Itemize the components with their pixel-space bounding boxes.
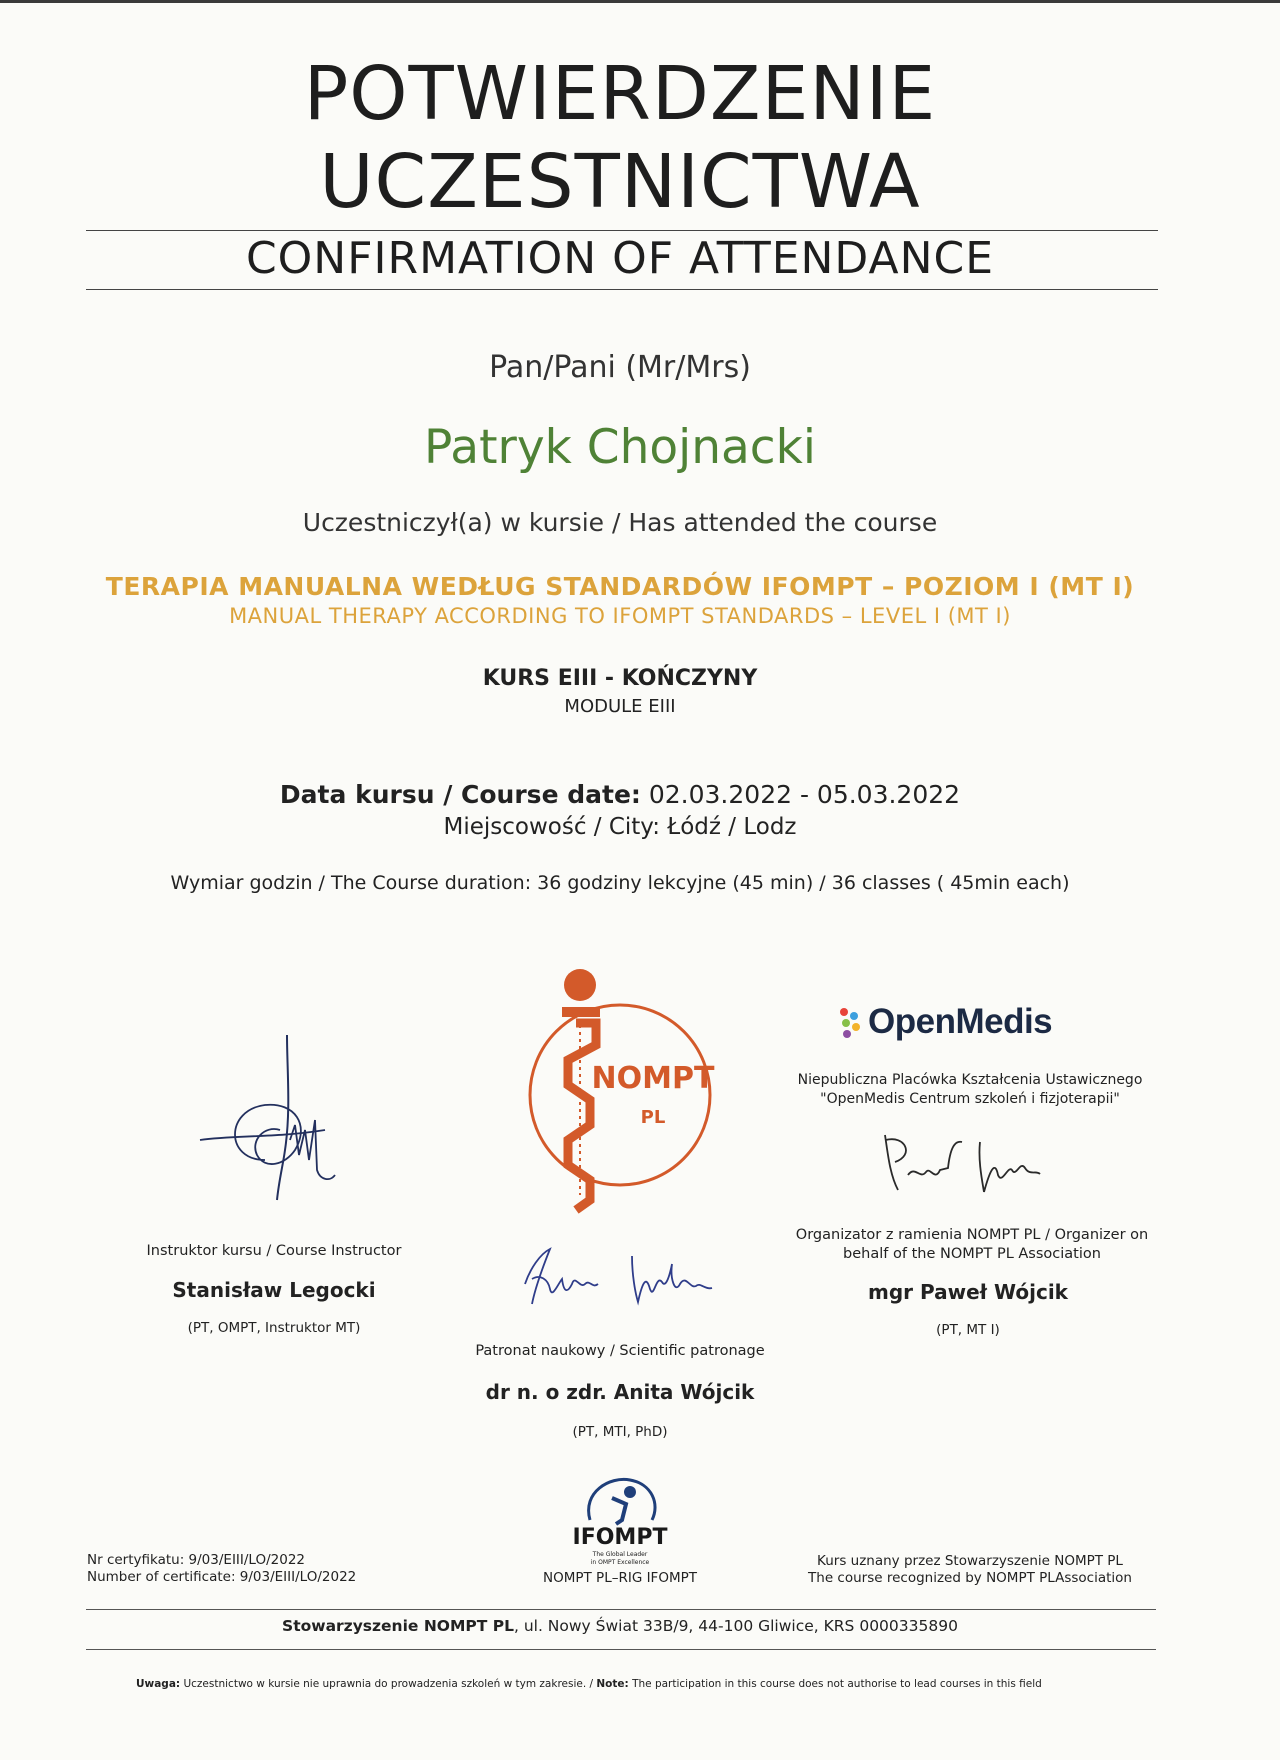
- divider-top: [86, 230, 1158, 231]
- course-city: Miejscowość / City: Łódź / Lodz: [443, 814, 797, 840]
- instructor-signature: [195, 1030, 355, 1210]
- top-border: [0, 0, 1280, 3]
- footer-note: [136, 1678, 1042, 1690]
- patronage-role: Patronat naukowy / Scientific patronage: [475, 1343, 765, 1359]
- organizer-signature: [880, 1130, 1060, 1200]
- ifompt-tagline-2: in OMPT Excellence: [590, 1559, 650, 1566]
- footer-address-rest: , ul. Nowy Świat 33B/9, 44-100 Gliwice, KRS 0000335890: [513, 1617, 958, 1635]
- openmedis-desc-line2: "OpenMedis Centrum szkoleń i fizjoterapii": [820, 1091, 1120, 1107]
- footer-address: [0, 1617, 1240, 1635]
- instructor-credentials: (PT, OMPT, Instruktor MT): [187, 1320, 361, 1336]
- footer-divider-bottom: [86, 1649, 1156, 1650]
- note-label-en: Note:: [596, 1678, 629, 1690]
- openmedis-logo: [868, 1002, 1052, 1042]
- divider-bottom: [86, 289, 1158, 290]
- organizer-credentials: (PT, MT I): [936, 1322, 1000, 1338]
- title-line-1: POTWIERDZENIE: [303, 51, 937, 137]
- patronage-credentials: (PT, MTI, PhD): [572, 1424, 668, 1440]
- nompt-logo-sub: PL: [640, 1107, 666, 1128]
- openmedis-description: [770, 1071, 1170, 1109]
- note-label: Uwaga:: [136, 1678, 181, 1690]
- organizer-role: [772, 1226, 1172, 1264]
- ifompt-logo-text: IFOMPT: [572, 1525, 668, 1550]
- instructor-role: Instruktor kursu / Course Instructor: [146, 1243, 402, 1259]
- patronage-name: dr n. o zdr. Anita Wójcik: [485, 1380, 755, 1404]
- note-text-en: The participation in this course does not authorise to lead courses in this field: [628, 1678, 1042, 1690]
- footer-address-org: Stowarzyszenie NOMPT PL: [282, 1617, 514, 1635]
- openmedis-desc-line1: Niepubliczna Placówka Kształcenia Ustawicznego: [797, 1072, 1143, 1088]
- recognition-line2: The course recognized by NOMPT PLAssociation: [808, 1570, 1132, 1586]
- organizer-role-line1: Organizator z ramienia NOMPT PL / Organizer on: [795, 1227, 1149, 1243]
- recognition-line1: Kurs uznany przez Stowarzyszenie NOMPT PL: [817, 1553, 1123, 1569]
- course-name-en: MANUAL THERAPY ACCORDING TO IFOMPT STANDARDS – LEVEL I (MT I): [229, 604, 1011, 628]
- course-date-label: Data kursu / Course date:: [279, 780, 641, 809]
- footer-divider-top: [86, 1609, 1156, 1610]
- module-en: MODULE EIII: [564, 696, 676, 717]
- course-date-value: 02.03.2022 - 05.03.2022: [648, 780, 961, 809]
- salutation: Pan/Pani (Mr/Mrs): [489, 350, 751, 385]
- course-name-pl: TERAPIA MANUALNA WEDŁUG STANDARDÓW IFOMPT – POZIOM I (MT I): [105, 572, 1135, 601]
- ifompt-tagline-1: The Global Leader: [592, 1551, 648, 1558]
- module-pl: KURS EIII - KOŃCZYNY: [482, 666, 758, 691]
- ifompt-caption: NOMPT PL–RIG IFOMPT: [543, 1570, 697, 1586]
- nompt-logo: [520, 965, 720, 1215]
- ifompt-logo: [560, 1472, 680, 1572]
- subtitle: CONFIRMATION OF ATTENDANCE: [245, 233, 995, 284]
- certificate-number: [87, 1552, 356, 1586]
- certificate-line1: Nr certyfikatu: 9/03/EIII/LO/2022: [87, 1552, 306, 1568]
- organizer-role-line2: behalf of the NOMPT PL Association: [843, 1246, 1101, 1262]
- openmedis-brand: OpenMedis: [868, 1002, 1053, 1041]
- organizer-name: mgr Paweł Wójcik: [868, 1280, 1068, 1304]
- instructor-name: Stanisław Legocki: [172, 1278, 376, 1302]
- course-date: [0, 780, 1240, 809]
- openmedis-dots-icon: [840, 1008, 864, 1038]
- note-text-pl: Uczestnictwo w kursie nie uprawnia do prowadzenia szkoleń w tym zakresie. /: [180, 1678, 597, 1690]
- title-line-2: UCZESTNICTWA: [319, 139, 921, 225]
- course-recognition: [760, 1553, 1180, 1587]
- nompt-logo-text: NOMPT: [591, 1061, 715, 1096]
- patronage-signature: [520, 1244, 720, 1314]
- attended-text: Uczestniczył(a) w kursie / Has attended the course: [302, 508, 938, 537]
- certificate-line2: Number of certificate: 9/03/EIII/LO/2022: [87, 1569, 357, 1585]
- participant-name: Patryk Chojnacki: [424, 420, 816, 475]
- course-duration: Wymiar godzin / The Course duration: 36 godziny lekcyjne (45 min) / 36 classes ( 45min each): [170, 872, 1070, 894]
